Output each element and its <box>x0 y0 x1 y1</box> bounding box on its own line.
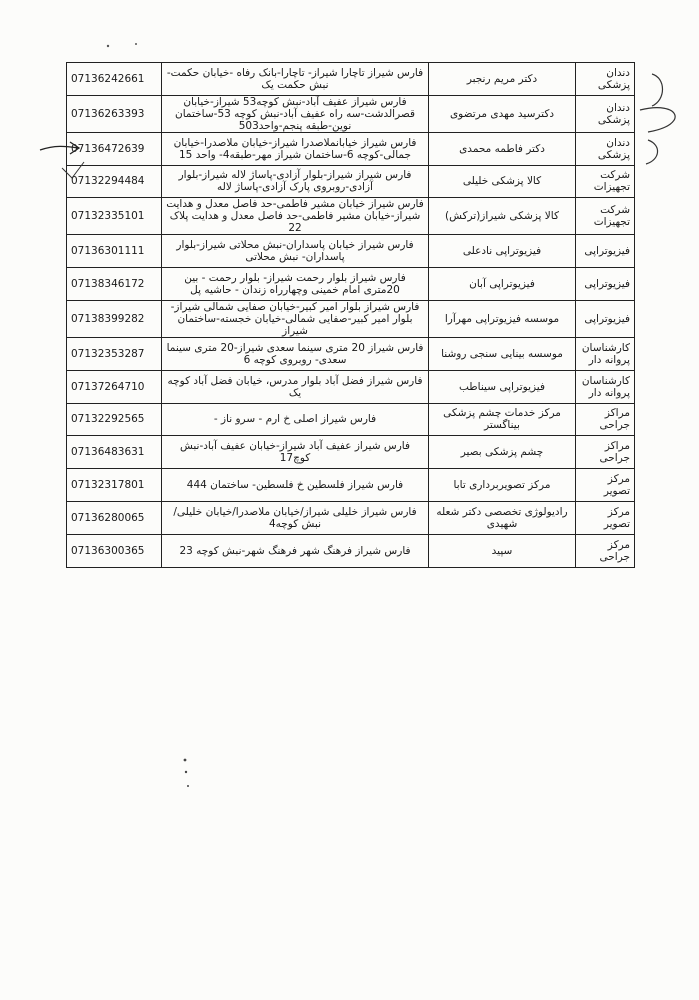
name-cell: کالا پزشکی خلیلی <box>429 165 576 198</box>
pen-mark-circle-3 <box>646 140 658 164</box>
phone-cell: 07136483631 <box>67 436 162 469</box>
table-row <box>67 337 635 370</box>
address-cell: فارس شیراز فضل آباد بلوار مدرس، خیابان فضل آباد کوچه یک <box>162 370 429 403</box>
address-cell: فارس شیراز فرهنگ شهر فرهنگ شهر-نبش کوچه 23 <box>162 534 429 567</box>
address-cell: فارس شیراز عفیف آباد شیراز-خیابان عفیف آباد-نبش کوچ17 <box>162 436 429 469</box>
name-cell: رادیولوژی تخصصی دکتر شعله شهیدی <box>429 501 576 534</box>
name-cell: دکتر مریم رنجبر <box>429 63 576 96</box>
name-cell: دکترسید مهدی مرتضوی <box>429 95 576 132</box>
phone-cell: 07136263393 <box>67 95 162 132</box>
phone-cell: 07136472639 <box>67 132 162 165</box>
category-cell: شرکت تجهیزات <box>576 165 635 198</box>
phone-cell: 07132294484 <box>67 165 162 198</box>
table-row <box>67 534 635 567</box>
phone-cell: 07137264710 <box>67 370 162 403</box>
name-cell: موسسه فیزیوتراپی مهرآرا <box>429 300 576 337</box>
table-row <box>67 268 635 301</box>
name-cell: مرکز خدمات چشم پزشکی بیناگستر <box>429 403 576 436</box>
name-cell: چشم پزشکی بصیر <box>429 436 576 469</box>
phone-cell: 07138399282 <box>67 300 162 337</box>
table-row <box>67 436 635 469</box>
address-cell: فارس شیراز شیراز-بلوار آزادی-پاساژ لاله شیراز-بلوار آزادی-روبروی پارک آزادی-پاساژ لاله <box>162 165 429 198</box>
ink-dot <box>184 759 187 762</box>
table-row <box>67 132 635 165</box>
category-cell: مرکز تصویر <box>576 501 635 534</box>
phone-cell: 07138346172 <box>67 268 162 301</box>
table-row <box>67 501 635 534</box>
address-cell: فارس شیراز خیابان پاسداران-نبش محلاتی شیراز-بلوار پاسداران- نبش محلاتی <box>162 235 429 268</box>
phone-cell: 07132292565 <box>67 403 162 436</box>
table-row <box>67 469 635 502</box>
name-cell: دکتر فاطمه محمدی <box>429 132 576 165</box>
category-cell: کارشناسان پروانه دار <box>576 370 635 403</box>
address-cell: فارس شیراز بلوار امیر کبیر-خیابان صفایی شمالی شیراز-بلوار امیر کبیر-صفایی شمالی-خیابان خجسته-ساختمان شیراز <box>162 300 429 337</box>
category-cell: مراکز جراحی <box>576 403 635 436</box>
table-row <box>67 63 635 96</box>
name-cell: موسسه بینایی سنجی روشنا <box>429 337 576 370</box>
name-cell: کالا پزشکی شیراز(ترکش) <box>429 198 576 235</box>
phone-cell: 07136242661 <box>67 63 162 96</box>
table-row <box>67 165 635 198</box>
name-cell: فیزیوتراپی آبان <box>429 268 576 301</box>
address-cell: فارس شیراز خلیلی شیراز/خیابان ملاصدرا/خیابان خلیلی/نبش کوچه4 <box>162 501 429 534</box>
medical-directory-table <box>66 62 635 568</box>
address-cell: فارس شیراز اصلی خ ارم - سرو ناز - <box>162 403 429 436</box>
category-cell: فیزیوتراپی <box>576 300 635 337</box>
address-cell: فارس شیراز فلسطین خ فلسطین- ساختمان 444 <box>162 469 429 502</box>
phone-cell: 07132317801 <box>67 469 162 502</box>
phone-cell: 07132353287 <box>67 337 162 370</box>
category-cell: مراکز جراحی <box>576 436 635 469</box>
table-row <box>67 235 635 268</box>
ink-dot <box>185 771 187 773</box>
table-row <box>67 300 635 337</box>
phone-cell: 07132335101 <box>67 198 162 235</box>
category-cell: مرکز تصویر <box>576 469 635 502</box>
table-row <box>67 198 635 235</box>
address-cell: فارس شیراز 20 متری سینما سعدی شیراز-20 متری سینما سعدی- روبروی کوچه 6 <box>162 337 429 370</box>
ink-dot <box>107 45 109 47</box>
category-cell: فیزیوتراپی <box>576 235 635 268</box>
category-cell: شرکت تجهیزات <box>576 198 635 235</box>
table-row <box>67 95 635 132</box>
phone-cell: 07136300365 <box>67 534 162 567</box>
address-cell: فارس شیراز بلوار رحمت شیراز- بلوار رحمت - بین 20متری امام خمینی وچهارراه زندان - حاشیه پل <box>162 268 429 301</box>
address-cell: فارس شیراز خیابانملاصدرا شیراز-خیابان ملاصدرا-خیابان جمالی-کوچه 6-ساختمان شیراز مهر-طبقه4- واحد 15 <box>162 132 429 165</box>
ink-dot <box>135 43 137 45</box>
table-row <box>67 403 635 436</box>
address-cell: فارس شیراز عفیف آباد-نبش کوچه53 شیراز-خیابان قصرالدشت-سه راه عفیف آباد-نبش کوچه 53-ساختمان نوین-طبقه پنجم-واحد503 <box>162 95 429 132</box>
table-row <box>67 370 635 403</box>
phone-cell: 07136280065 <box>67 501 162 534</box>
category-cell: فیزیوتراپی <box>576 268 635 301</box>
category-cell: دندان پزشکی <box>576 63 635 96</box>
address-cell: فارس شیراز تاچارا شیراز- تاچارا-بانک رفاه -خیابان حکمت-نبش حکمت یک <box>162 63 429 96</box>
pen-mark-circle-1 <box>652 74 663 106</box>
ink-dot <box>187 785 189 787</box>
phone-cell: 07136301111 <box>67 235 162 268</box>
table-body <box>67 63 635 568</box>
category-cell: دندان پزشکی <box>576 132 635 165</box>
address-cell: فارس شیراز خیابان مشیر فاطمی-حد فاصل معدل و هدایت شیراز-خیابان مشیر فاطمی-حد فاصل معدل و هدایت پلاک 22 <box>162 198 429 235</box>
name-cell: فیزیوتراپی نادعلی <box>429 235 576 268</box>
category-cell: کارشناسان پروانه دار <box>576 337 635 370</box>
category-cell: مرکز جراحی <box>576 534 635 567</box>
name-cell: مرکز تصویربرداری تابا <box>429 469 576 502</box>
name-cell: فیزیوتراپی سیناطب <box>429 370 576 403</box>
name-cell: سپید <box>429 534 576 567</box>
category-cell: دندان پزشکی <box>576 95 635 132</box>
pen-mark-circle-2 <box>640 108 675 132</box>
